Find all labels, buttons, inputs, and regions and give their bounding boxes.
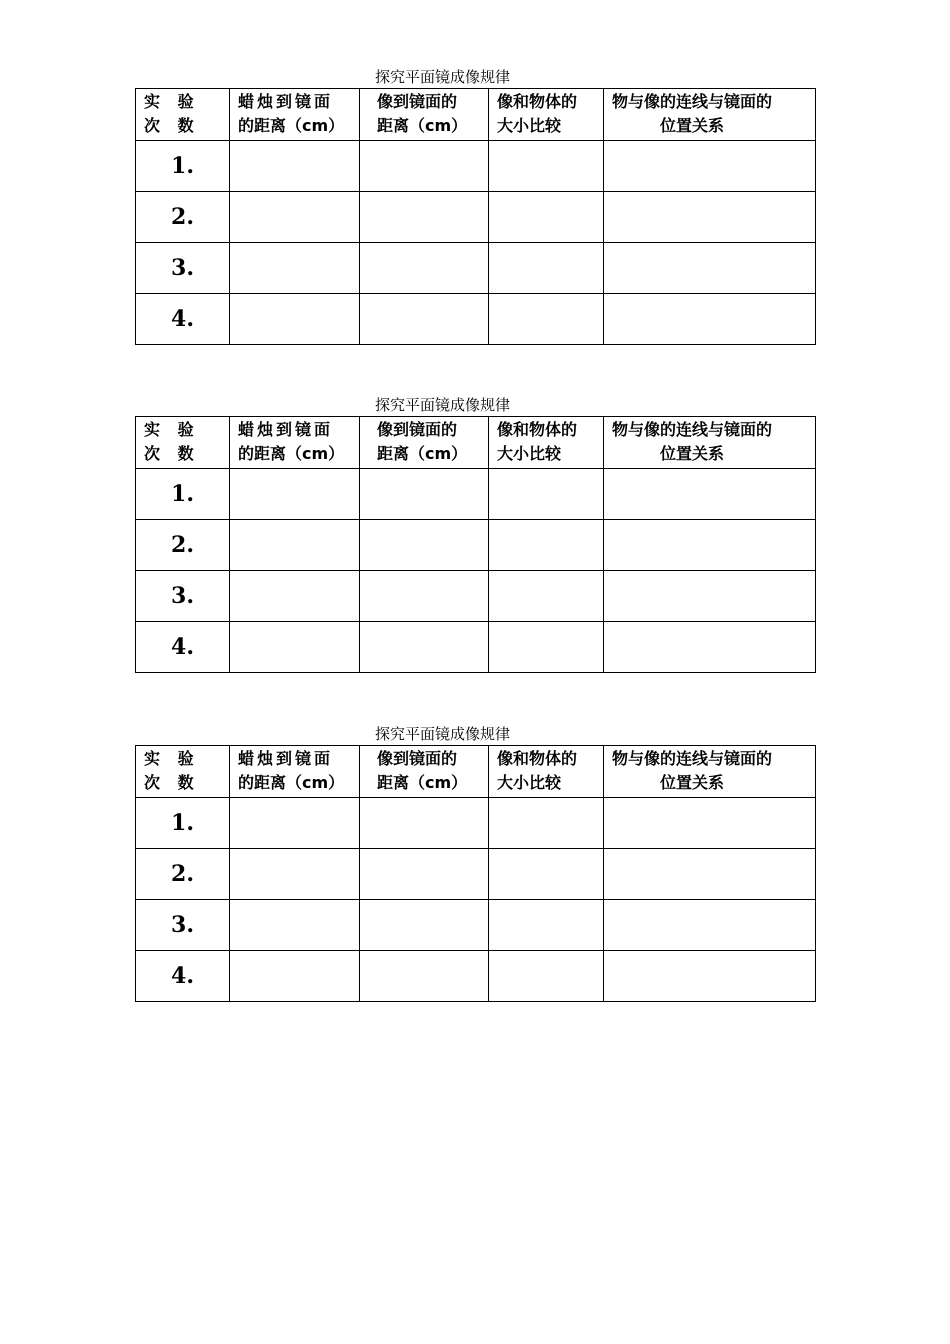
candle-distance-cell[interactable] [230,622,360,673]
image-distance-cell[interactable] [360,141,489,192]
trial-number: 3. [136,243,230,294]
table-row [136,141,816,192]
size-comparison-cell[interactable] [489,900,604,951]
position-relation-cell[interactable] [604,571,816,622]
position-relation-cell[interactable] [604,141,816,192]
table-row [136,192,816,243]
image-distance-cell[interactable] [360,192,489,243]
size-comparison-cell[interactable] [489,571,604,622]
table-row [136,571,816,622]
candle-distance-cell[interactable] [230,571,360,622]
trial-number: 2. [136,520,230,571]
header-trial-count: 实 验 次 数 [136,89,230,141]
candle-distance-cell[interactable] [230,520,360,571]
candle-distance-cell[interactable] [230,469,360,520]
trial-number: 3. [136,571,230,622]
header-size-comparison: 像和物体的 大小比较 [489,746,604,798]
candle-distance-cell[interactable] [230,900,360,951]
header-candle-distance: 蜡烛到镜面 的距离（cm） [230,746,360,798]
image-distance-cell[interactable] [360,520,489,571]
image-distance-cell[interactable] [360,571,489,622]
header-candle-distance: 蜡烛到镜面 的距离（cm） [230,89,360,141]
header-size-comparison: 像和物体的 大小比较 [489,417,604,469]
trial-number: 1. [136,798,230,849]
size-comparison-cell[interactable] [489,622,604,673]
position-relation-cell[interactable] [604,192,816,243]
experiment-table-section-3 [135,723,815,1002]
position-relation-cell[interactable] [604,469,816,520]
table-row [136,520,816,571]
header-position-relation: 物与像的连线与镜面的 位置关系 [604,89,816,141]
size-comparison-cell[interactable] [489,141,604,192]
header-position-relation: 物与像的连线与镜面的 位置关系 [604,746,816,798]
image-distance-cell[interactable] [360,900,489,951]
header-candle-distance: 蜡烛到镜面 的距离（cm） [230,417,360,469]
position-relation-cell[interactable] [604,798,816,849]
image-distance-cell[interactable] [360,951,489,1002]
image-distance-cell[interactable] [360,469,489,520]
image-distance-cell[interactable] [360,294,489,345]
size-comparison-cell[interactable] [489,294,604,345]
experiment-table [135,88,816,345]
table-row [136,900,816,951]
table-row [136,622,816,673]
header-image-distance: 像到镜面的 距离（cm） [360,89,489,141]
trial-number: 3. [136,900,230,951]
position-relation-cell[interactable] [604,849,816,900]
position-relation-cell[interactable] [604,294,816,345]
header-image-distance: 像到镜面的 距离（cm） [360,746,489,798]
position-relation-cell[interactable] [604,951,816,1002]
image-distance-cell[interactable] [360,798,489,849]
trial-number: 2. [136,849,230,900]
candle-distance-cell[interactable] [230,243,360,294]
position-relation-cell[interactable] [604,622,816,673]
table-title: 探究平面镜成像规律 [374,396,510,414]
header-trial-count: 实 验 次 数 [136,417,230,469]
size-comparison-cell[interactable] [489,469,604,520]
trial-number: 4. [136,951,230,1002]
experiment-table-section-2 [135,394,815,673]
table-row [136,243,816,294]
table-row [136,294,816,345]
trial-number: 2. [136,192,230,243]
table-title: 探究平面镜成像规律 [374,68,510,86]
candle-distance-cell[interactable] [230,951,360,1002]
image-distance-cell[interactable] [360,622,489,673]
position-relation-cell[interactable] [604,520,816,571]
size-comparison-cell[interactable] [489,951,604,1002]
header-position-relation: 物与像的连线与镜面的 位置关系 [604,417,816,469]
size-comparison-cell[interactable] [489,243,604,294]
header-row [136,417,816,469]
candle-distance-cell[interactable] [230,294,360,345]
header-row [136,746,816,798]
size-comparison-cell[interactable] [489,520,604,571]
position-relation-cell[interactable] [604,243,816,294]
header-size-comparison: 像和物体的 大小比较 [489,89,604,141]
candle-distance-cell[interactable] [230,849,360,900]
header-row [136,89,816,141]
header-image-distance: 像到镜面的 距离（cm） [360,417,489,469]
trial-number: 4. [136,622,230,673]
table-row [136,849,816,900]
candle-distance-cell[interactable] [230,798,360,849]
table-row [136,798,816,849]
image-distance-cell[interactable] [360,849,489,900]
candle-distance-cell[interactable] [230,192,360,243]
size-comparison-cell[interactable] [489,192,604,243]
table-row [136,469,816,520]
image-distance-cell[interactable] [360,243,489,294]
table-row [136,951,816,1002]
position-relation-cell[interactable] [604,900,816,951]
table-title: 探究平面镜成像规律 [374,725,510,743]
size-comparison-cell[interactable] [489,849,604,900]
candle-distance-cell[interactable] [230,141,360,192]
trial-number: 1. [136,141,230,192]
trial-number: 1. [136,469,230,520]
experiment-table [135,745,816,1002]
trial-number: 4. [136,294,230,345]
experiment-table [135,416,816,673]
experiment-table-section-1 [135,66,815,345]
size-comparison-cell[interactable] [489,798,604,849]
header-trial-count: 实 验 次 数 [136,746,230,798]
